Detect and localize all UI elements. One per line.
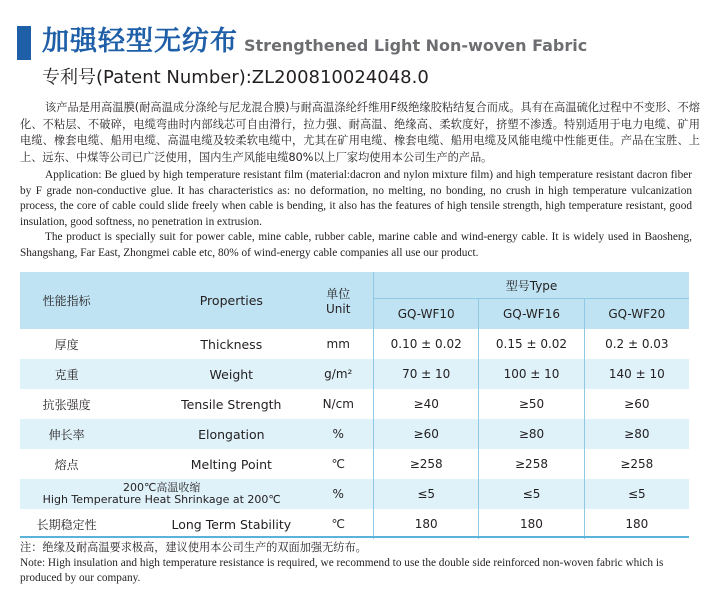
row-value: ≤5 bbox=[374, 479, 479, 509]
row-label-en: Tensile Strength bbox=[139, 389, 303, 419]
row-value: ≥258 bbox=[584, 449, 689, 479]
row-value: ≥80 bbox=[479, 419, 584, 449]
row-label-en: High Temperature Heat Shrinkage at 200℃ bbox=[42, 493, 281, 506]
table-row bbox=[20, 359, 689, 389]
spec-table bbox=[20, 272, 689, 539]
header-type: 型号Type bbox=[374, 272, 689, 299]
header-perf-en: Properties bbox=[139, 272, 303, 329]
row-label-cn: 厚度 bbox=[20, 329, 139, 359]
table-row bbox=[20, 449, 689, 479]
row-value: ≥60 bbox=[584, 389, 689, 419]
row-value: ≥60 bbox=[374, 419, 479, 449]
row-value: ≥40 bbox=[374, 389, 479, 419]
row-unit: % bbox=[303, 479, 373, 509]
row-unit: ℃ bbox=[303, 449, 373, 479]
description-en-paragraph-1: Application: Be glued by high temperature resistant film (material:dacron and nylon mixture film) and high temperature resistant dacron fiber by F grade non-conductive glue. It has characteristics as: no deformation, no melting, no bonding, no crush in high temperature vulcanization process, the core of cable could slide freely when cable is bending, it also has the features of high tensile strength, high temperature resistant, good insulation, good softness, no penetration in extrusion. bbox=[20, 169, 692, 228]
row-unit: g/m² bbox=[303, 359, 373, 389]
row-label-en: Melting Point bbox=[139, 449, 303, 479]
row-label-cn: 伸长率 bbox=[20, 419, 139, 449]
header-unit-cn: 单位 bbox=[326, 287, 351, 301]
row-unit: N/cm bbox=[303, 389, 373, 419]
row-value: 100 ± 10 bbox=[479, 359, 584, 389]
row-label-merged bbox=[20, 479, 303, 509]
row-value: 140 ± 10 bbox=[584, 359, 689, 389]
table-row bbox=[20, 389, 689, 419]
page-title-cn: 加强轻型无纺布 bbox=[42, 26, 238, 57]
row-label-en: Weight bbox=[139, 359, 303, 389]
row-value: ≥50 bbox=[479, 389, 584, 419]
row-value: 180 bbox=[584, 509, 689, 539]
description-cn: 该产品是用高温膜(耐高温成分涤纶与尼龙混合膜)与耐高温涤纶纤维用F级绝缘胶粘结复合而成。具有在高温硫化过程中不变形、不熔化、不粘层、不破碎，电缆弯曲时内部线芯可自由滑行，拉力强、耐高温、绝缘高、柔软度好，挤塑不渗透。特别适用于电力电缆、矿用电缆、橡套电缆、船用电缆、高温电缆及较柔软电缆中，尤其在矿用电缆、橡套电缆、船用电缆及风能电缆中性能更佳。产品在宝胜、上上、远东、中煤等公司已广泛使用，国内生产风能电缆80%以上厂家均使用本公司生产的产品。 bbox=[20, 101, 700, 164]
title-accent-bar bbox=[17, 26, 31, 60]
table-bottom-rule bbox=[20, 536, 689, 538]
row-label-en: Thickness bbox=[139, 329, 303, 359]
row-unit: mm bbox=[303, 329, 373, 359]
row-label-cn: 熔点 bbox=[20, 449, 139, 479]
table-row bbox=[20, 479, 689, 509]
header-model: GQ-WF16 bbox=[479, 299, 584, 330]
row-value: 0.2 ± 0.03 bbox=[584, 329, 689, 359]
row-label-en: Elongation bbox=[139, 419, 303, 449]
header-unit bbox=[303, 272, 373, 329]
row-value: ≥80 bbox=[584, 419, 689, 449]
row-label-cn: 抗张强度 bbox=[20, 389, 139, 419]
header-model: GQ-WF10 bbox=[374, 299, 479, 330]
patent-number: 专利号(Patent Number):ZL200810024048.0 bbox=[42, 67, 429, 88]
row-value: ≥258 bbox=[479, 449, 584, 479]
row-value: ≤5 bbox=[479, 479, 584, 509]
row-label-cn: 200℃高温收缩 bbox=[123, 481, 201, 494]
row-value: ≤5 bbox=[584, 479, 689, 509]
table-row bbox=[20, 509, 689, 539]
header-perf-cn: 性能指标 bbox=[20, 272, 139, 329]
row-value: 0.10 ± 0.02 bbox=[374, 329, 479, 359]
row-value: 180 bbox=[374, 509, 479, 539]
note-cn: 注：绝缘及耐高温要求极高，建议使用本公司生产的双面加强无纺布。 bbox=[20, 541, 367, 554]
row-value: 70 ± 10 bbox=[374, 359, 479, 389]
table-row bbox=[20, 329, 689, 359]
description-en bbox=[20, 168, 692, 262]
row-unit: ℃ bbox=[303, 509, 373, 539]
note-en: Note: High insulation and high temperature resistance is required, we recommend to use the double side reinforced non-woven fabric which is produced by our company. bbox=[20, 557, 664, 584]
row-label-cn: 长期稳定性 bbox=[20, 509, 139, 539]
row-label-cn: 克重 bbox=[20, 359, 139, 389]
row-value: 0.15 ± 0.02 bbox=[479, 329, 584, 359]
row-value: 180 bbox=[479, 509, 584, 539]
row-unit: % bbox=[303, 419, 373, 449]
row-label-en: Long Term Stability bbox=[139, 509, 303, 539]
description-en-paragraph-2: The product is specially suit for power cable, mine cable, rubber cable, marine cable and wind-energy cable. It is widely used in Baosheng, Shangshang, Far East, Zhongmei cable etc, 80% of wind-energy cable companies all use our product. bbox=[20, 231, 692, 259]
table-row bbox=[20, 419, 689, 449]
row-value: ≥258 bbox=[374, 449, 479, 479]
header-model: GQ-WF20 bbox=[584, 299, 689, 330]
table-header-row bbox=[20, 272, 689, 299]
page-title-en: Strengthened Light Non-woven Fabric bbox=[244, 36, 588, 55]
header-unit-en: Unit bbox=[326, 302, 351, 316]
